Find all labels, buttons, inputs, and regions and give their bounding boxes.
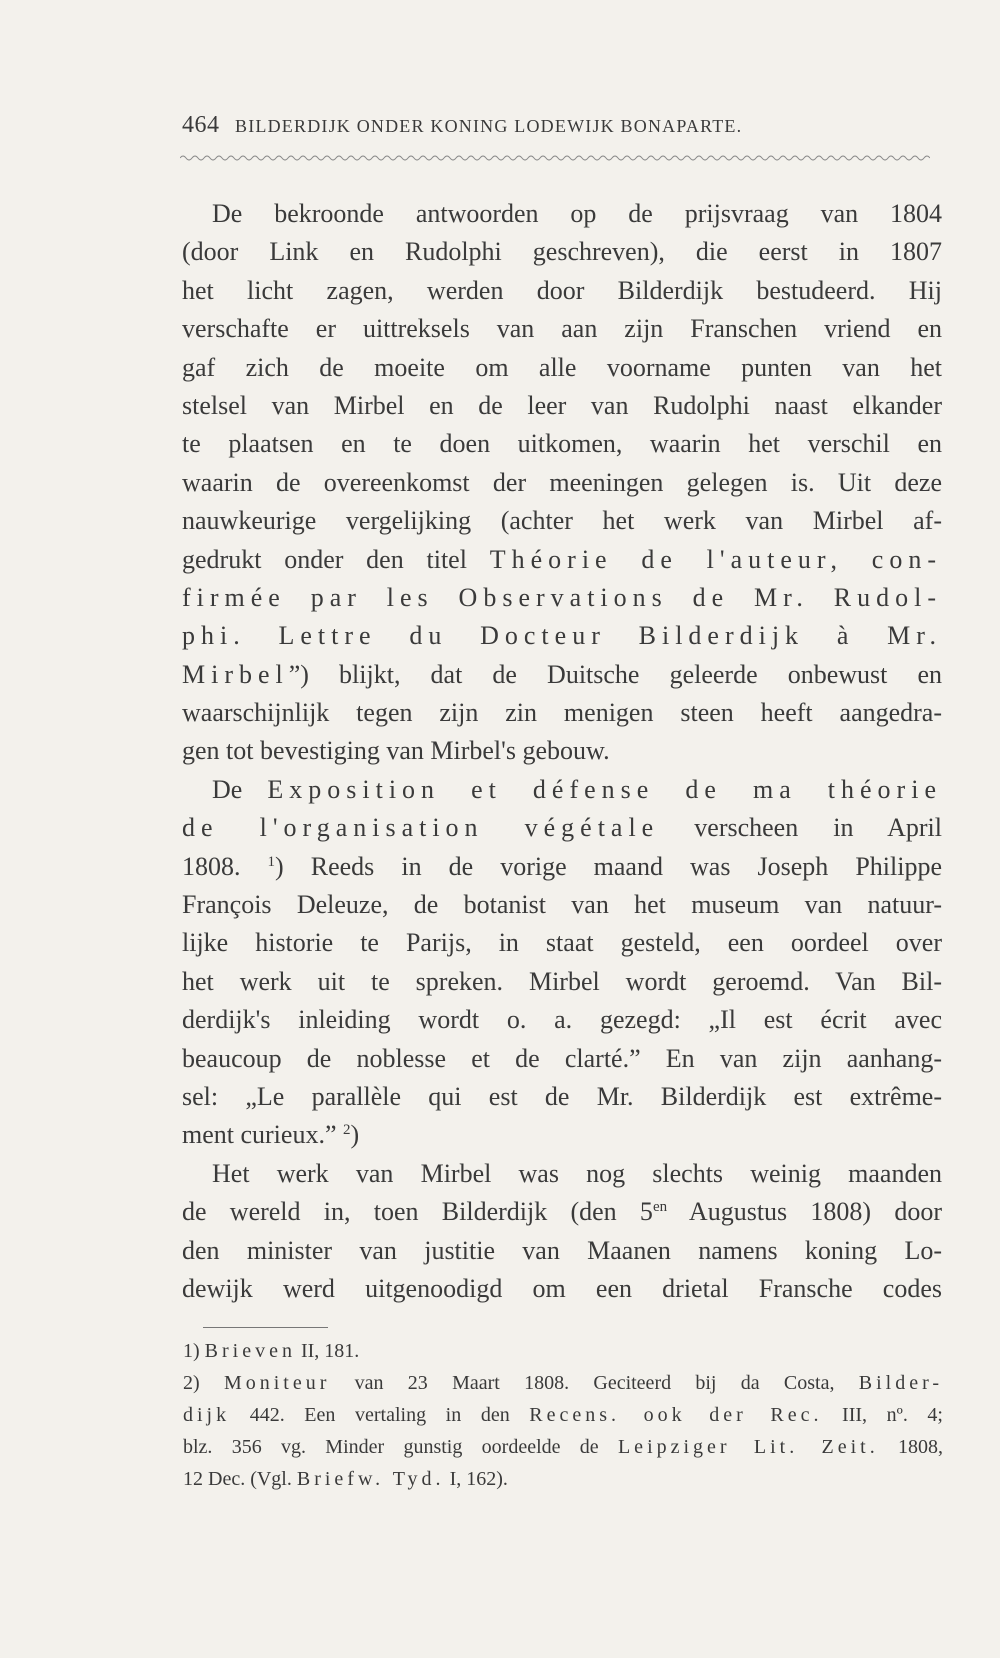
footnote-line xyxy=(183,1463,943,1495)
superscript: en xyxy=(652,1199,668,1216)
footnote-line xyxy=(183,1399,943,1431)
text-segment: De xyxy=(212,774,268,804)
spaced-title-line: phi. Lettre du Docteur Bilderdijk à Mr. xyxy=(182,621,942,651)
text-segment: ) Reeds in de vorige maand was Joseph Philippe xyxy=(275,851,942,881)
text-line xyxy=(182,656,942,694)
text-line xyxy=(182,848,942,886)
footnote-separator xyxy=(203,1327,328,1328)
text-line: waarschijnlijk tegen zijn zin menigen steen heeft aangedra- xyxy=(182,698,942,728)
text-segment: ) xyxy=(350,1120,360,1150)
text-line xyxy=(182,771,942,809)
wavy-rule xyxy=(180,152,930,164)
text-segment: ”) blijkt, dat de Duitsche geleerde onbewust en xyxy=(288,659,942,689)
spaced-title: Exposition et défense de ma théorie xyxy=(267,774,942,804)
text-segment: 1808, xyxy=(878,1436,944,1458)
footnote-line xyxy=(183,1431,943,1463)
text-line: sel: „Le parallèle qui est de Mr. Bilderdijk est extrême- xyxy=(182,1081,942,1111)
text-line xyxy=(182,1193,942,1231)
spaced-title: Bilder- xyxy=(858,1372,943,1394)
spaced-title: Brieven xyxy=(204,1340,296,1362)
text-segment: I, 162). xyxy=(444,1468,508,1490)
text-line: stelsel van Mirbel en de leer van Rudolphi naast elkander xyxy=(182,390,942,420)
text-line xyxy=(182,1116,942,1154)
text-segment: 12 Dec. (Vgl. xyxy=(183,1468,297,1490)
body-text xyxy=(182,195,942,1308)
text-segment: gedrukt onder den titel xyxy=(182,544,490,574)
text-line: waarin de overeenkomst der meeningen gelegen is. Uit deze xyxy=(182,467,942,497)
text-segment: 442. Een vertaling in den xyxy=(230,1404,530,1426)
text-segment: 1808. xyxy=(182,851,268,881)
text-line: lijke historie te Parijs, in staat gesteld, een oordeel over xyxy=(182,928,942,958)
text-segment: 2) xyxy=(183,1372,224,1394)
footnote-ref: 2 xyxy=(343,1122,351,1139)
text-segment: III, nº. 4; xyxy=(822,1404,943,1426)
text-line: verschafte er uittreksels van aan zijn Franschen vriend en xyxy=(182,314,942,344)
text-line: te plaatsen en te doen uitkomen, waarin het verschil en xyxy=(182,429,942,459)
text-line: (door Link en Rudolphi geschreven), die eerst in 1807 xyxy=(182,237,942,267)
running-title: BILDERDIJK ONDER KONING LODEWIJK BONAPARTE. xyxy=(235,116,743,136)
text-segment: verscheen in April xyxy=(659,813,943,843)
text-line: De bekroonde antwoorden op de prijsvraag van 1804 xyxy=(212,199,942,228)
text-line: nauwkeurige vergelijking (achter het werk van Mirbel af- xyxy=(182,506,942,536)
text-segment: van 23 Maart 1808. Geciteerd bij da Costa, xyxy=(330,1372,859,1394)
spaced-title: Recens. ook der Rec. xyxy=(529,1404,823,1426)
running-header xyxy=(182,112,922,139)
text-segment: blz. 356 vg. Minder gunstig oordeelde de xyxy=(183,1436,618,1458)
spaced-title: de l'organisation végétale xyxy=(182,813,660,843)
text-line: gen tot bevestiging van Mirbel's gebouw. xyxy=(182,736,610,766)
text-line: gaf zich de moeite om alle voorname punten van het xyxy=(182,352,942,382)
footnote-line xyxy=(183,1335,943,1367)
text-line: dewijk werd uitgenoodigd om een drietal Fransche codes xyxy=(182,1273,942,1303)
footnotes xyxy=(183,1335,943,1495)
text-segment: II, 181. xyxy=(295,1340,360,1362)
text-line: den minister van justitie van Maanen namens koning Lo- xyxy=(182,1235,942,1265)
spaced-title: Leipziger Lit. Zeit. xyxy=(617,1436,879,1458)
text-line: Het werk van Mirbel was nog slechts weinig maanden xyxy=(212,1158,942,1188)
footnote-ref: 1 xyxy=(267,853,276,870)
spaced-title: Briefw. Tyd. xyxy=(296,1468,445,1490)
text-line: François Deleuze, de botanist van het museum van natuur- xyxy=(182,890,942,920)
footnote-line xyxy=(183,1367,943,1399)
text-line xyxy=(182,541,942,579)
text-line: derdijk's inleiding wordt o. a. gezegd: „Il est écrit avec xyxy=(182,1005,942,1035)
text-line xyxy=(182,809,942,847)
text-segment: Augustus 1808) door xyxy=(667,1197,942,1227)
text-line: beaucoup de noblesse et de clarté.” En van zijn aanhang- xyxy=(182,1043,942,1073)
text-line: het werk uit te spreken. Mirbel wordt geroemd. Van Bil- xyxy=(182,966,942,996)
spaced-title: Moniteur xyxy=(223,1372,331,1394)
spaced-title-line: firmée par les Observations de Mr. Rudol- xyxy=(182,582,942,612)
text-segment: de wereld in, toen Bilderdijk (den 5 xyxy=(182,1197,653,1227)
spaced-title: Théorie de l'auteur, con- xyxy=(489,544,942,574)
text-line: het licht zagen, werden door Bilderdijk bestudeerd. Hij xyxy=(182,275,942,305)
spaced-title: Mirbel xyxy=(182,659,289,689)
page-number: 464 xyxy=(182,112,220,138)
text-segment: ment curieux.” xyxy=(182,1120,343,1150)
text-segment: 1) xyxy=(183,1340,205,1362)
spaced-title: dijk xyxy=(183,1404,231,1426)
